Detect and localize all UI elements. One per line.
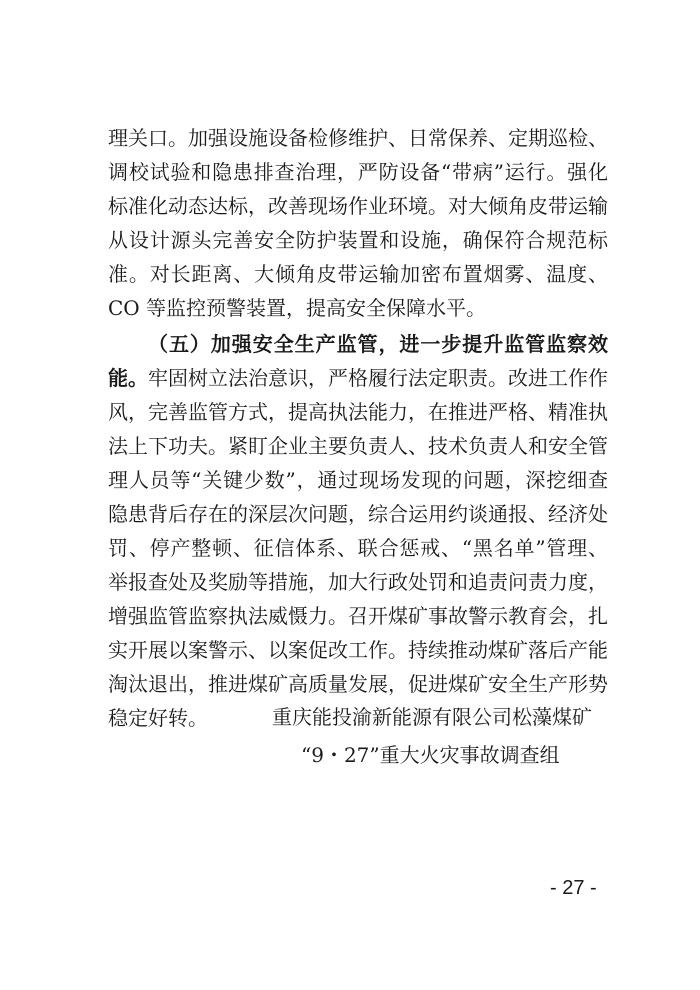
body-paragraph-continued: 理关口。加强设施设备检修维护、日常保养、定期巡检、调校试验和隐患排查治理，严防设备“带病”运行。强化标准化动态达标，改善现场作业环境。对大倾角皮带运输从设计源头完善安全防护装置和设施，确保符合规范标准。对长距离、大倾角皮带运输加密布置烟雾、温度、CO 等监控预警装置，提高安全保障水平。	[108, 126, 608, 320]
body-paragraph-section-5	[108, 327, 608, 735]
signature-organization: 重庆能投渝新能源有限公司松藻煤矿	[272, 705, 592, 729]
signature-investigation-group: “9・27”重大火灾事故调查组	[301, 743, 560, 767]
page-number: - 27 -	[550, 877, 597, 899]
section-body-text: 牢固树立法治意识，严格履行法定职责。改进工作作风，完善监管方式，提高执法能力，在推进严格、精准执法上下功夫。紧盯企业主要负责人、技术负责人和安全管理人员等“关键少数”，通过现场发现的问题，深挖细查隐患背后存在的深层次问题，综合运用约谈通报、经济处罚、停产整顿、征信体系、联合惩戒、“黑名单”管理、举报查处及奖励等措施，加大行政处罚和追责问责力度，增强监管监察执法威慑力。召开煤矿事故警示教育会，扎实开展以案警示、以案促改工作。持续推动煤矿落后产能淘汰退出，推进煤矿高质量发展，促进煤矿安全生产形势稳定好转。	[108, 366, 608, 730]
section-heading: （五）加强安全生产监管，进一步提升监管监察效能。	[108, 332, 608, 390]
